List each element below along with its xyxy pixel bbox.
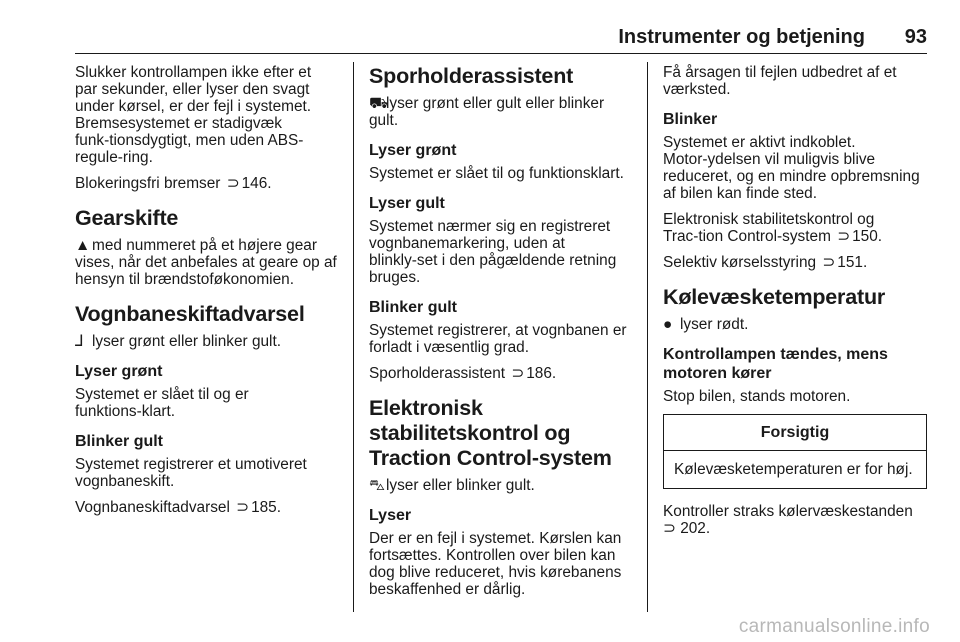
page-ref-number[interactable]: 185.	[251, 499, 282, 516]
column-divider	[353, 62, 354, 612]
section-heading-lane-change: Vognbaneskiftadvarsel	[75, 302, 305, 326]
caution-text: Kølevæsketemperaturen er for høj.	[674, 461, 913, 478]
page-number: 93	[904, 26, 927, 48]
lane-reference: Vognbaneskiftadvarsel ⊃ 185.	[75, 499, 282, 516]
upshift-arrow-icon: ▲	[75, 237, 91, 254]
lane-keep-car-icon: ⛟	[369, 95, 389, 112]
green-paragraph: Systemet er slået til og funktionsklart.	[369, 165, 624, 182]
blinker-paragraph: Systemet er aktivt indkoblet. Motor‑ydelsen vil muligvis blive reduceret, og en mindre opbremsning af bilen kan finde sted.	[663, 134, 920, 202]
skidding-car-icon: ⛍	[369, 477, 385, 494]
abs-reference: Blokeringsfri bremser ⊃ 146.	[75, 175, 272, 192]
caution-box	[663, 414, 927, 489]
lane-change-icon: ⅃	[75, 333, 84, 350]
lane-keep-reference: Sporholderassistent ⊃ 186.	[369, 365, 557, 382]
warning-dot-icon: ●	[663, 316, 673, 333]
page-ref-number[interactable]: 151.	[837, 254, 868, 271]
page-ref-icon: ⊃	[226, 175, 240, 192]
section-heading-coolant: Kølevæsketemperatur	[663, 285, 886, 309]
workshop-paragraph: Få årsagen til fejlen udbedret af et værksted.	[663, 64, 897, 98]
page-ref-number[interactable]: 202.	[680, 520, 711, 537]
check-coolant-reference: Kontroller straks kølervæskestanden ⊃ 202.	[663, 503, 913, 537]
abs-paragraph: Slukker kontrollampen ikke efter et par sekunder, eller lyser den svagt under kørsel, er der fejl i systemet. Bremsesystemet er stadigvæk funk‑tionsdygtigt, men uden ABS-regule‑ring.	[75, 64, 312, 166]
blink-paragraph: Systemet registrerer et umotiveret vognbaneskift.	[75, 456, 307, 490]
esc-reference: Elektronisk stabilitetskontrol og Trac‑tion Control-system ⊃ 150.	[663, 211, 883, 245]
section-heading-esc: Elektronisk stabilitetskontrol og Traction Control-system	[369, 396, 612, 470]
page-header	[75, 26, 927, 54]
section-heading-lane-keep: Sporholderassistent	[369, 64, 574, 88]
subheading-blinker-gult: Blinker gult	[75, 433, 164, 450]
caution-title: Forsigtig	[664, 415, 926, 451]
page-ref-number[interactable]: 186.	[526, 365, 557, 382]
running-title: Instrumenter og betjening	[618, 26, 865, 48]
lyser-paragraph: Der er en fejl i systemet. Kørslen kan fortsættes. Kontrollen over bilen kan dog blive reduceret, hvis kørebanens beskaffenhed er dårlig.	[369, 530, 622, 598]
blink-paragraph: Systemet registrerer, at vognbanen er forladt i væsentlig grad.	[369, 322, 627, 356]
stop-paragraph: Stop bilen, stands motoren.	[663, 388, 851, 405]
watermark: carmanualsonline.info	[738, 616, 930, 637]
page-ref-icon: ⊃	[236, 499, 250, 516]
page-ref-number[interactable]: 150.	[852, 228, 883, 245]
header-rule	[75, 53, 927, 54]
subheading-blinker-gult: Blinker gult	[369, 299, 458, 316]
page-ref-icon: ⊃	[822, 254, 836, 271]
page-ref-number[interactable]: 146.	[241, 175, 272, 192]
lane-paragraph: ⅃ lyser grønt eller blinker gult.	[75, 333, 282, 350]
selective-reference: Selektiv kørselsstyring ⊃ 151.	[663, 254, 868, 271]
subheading-lyser-gult: Lyser gult	[369, 195, 445, 212]
column-divider	[647, 62, 648, 612]
gear-paragraph: ▲ med nummeret på et højere gear vises, når det anbefales at geare op af hensyn til brændstoføkonomien.	[75, 237, 337, 288]
subheading-lyser-groent: Lyser grønt	[75, 363, 163, 380]
subheading-blinker: Blinker	[663, 111, 718, 128]
lane-keep-intro: ⛟lyser grønt eller gult eller blinker gult.	[369, 95, 605, 129]
page-ref-icon: ⊃	[663, 520, 676, 537]
green-paragraph: Systemet er slået til og er funktions‑klart.	[75, 386, 249, 420]
column-1	[75, 64, 337, 525]
esc-intro: ⛍lyser eller blinker gult.	[369, 477, 535, 494]
subheading-engine-running: Kontrollampen tændes, mens motoren kører	[663, 346, 888, 382]
column-2	[369, 64, 631, 607]
page-ref-icon: ⊃	[511, 365, 525, 382]
subheading-lyser: Lyser	[369, 507, 412, 524]
subheading-lyser-groent: Lyser grønt	[369, 142, 457, 159]
column-3	[663, 64, 927, 546]
coolant-intro: ● lyser rødt.	[663, 316, 749, 333]
page-ref-icon: ⊃	[837, 228, 851, 245]
yellow-paragraph: Systemet nærmer sig en registreret vognbanemarkering, uden at blinkly‑set i den pågældende retning bruges.	[369, 218, 617, 286]
section-heading-gearskifte: Gearskifte	[75, 206, 179, 230]
